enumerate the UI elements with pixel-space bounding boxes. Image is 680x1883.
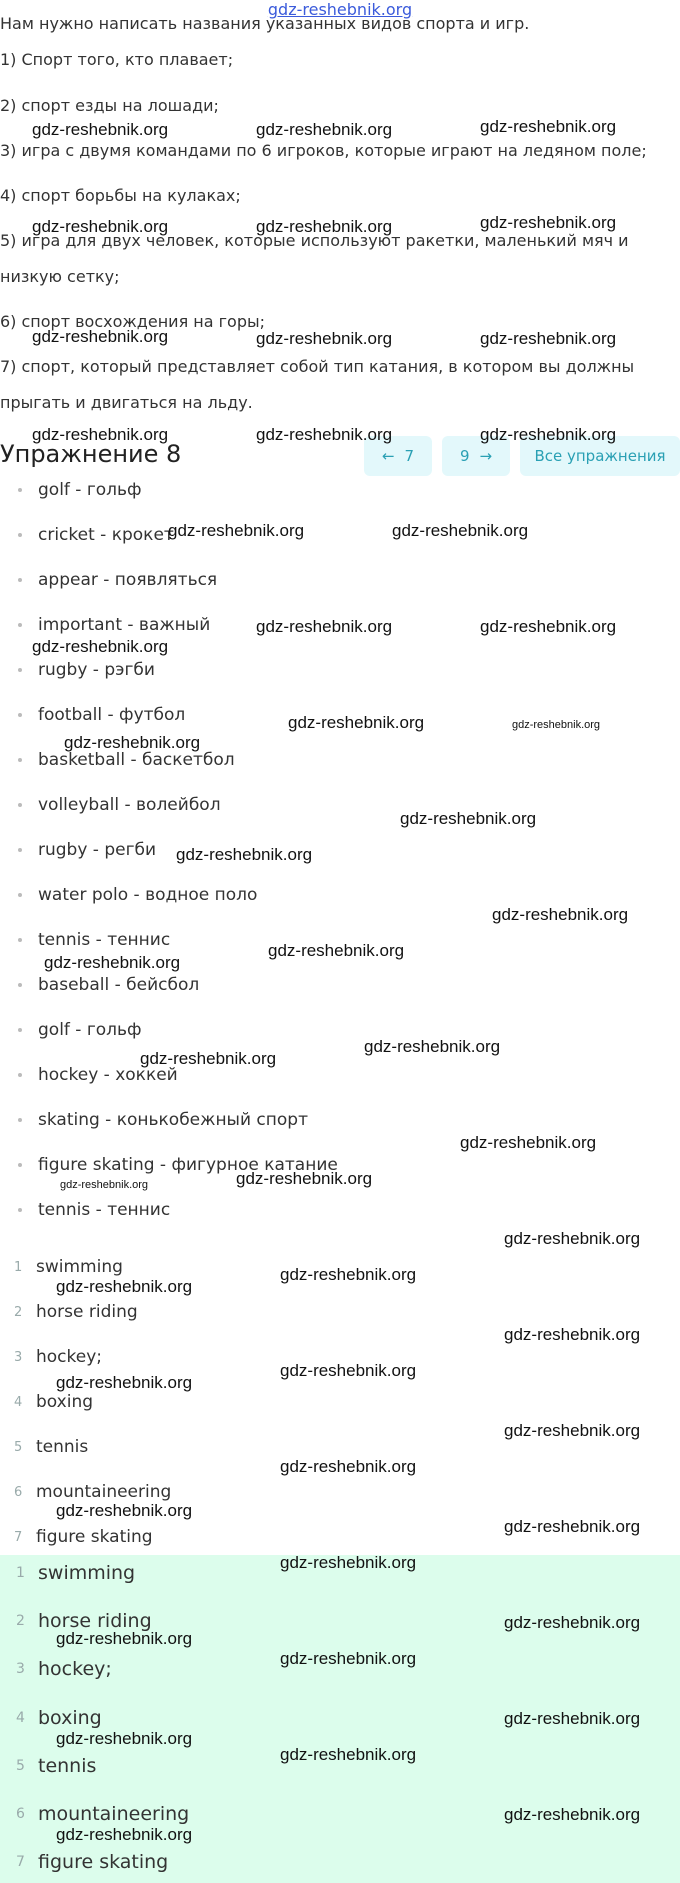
vocab-item (14, 795, 221, 815)
watermark: gdz-reshebnik.org (32, 217, 169, 236)
watermark: gdz-reshebnik.org (504, 1229, 641, 1248)
vocab-item (14, 930, 170, 950)
answer-item (14, 1482, 171, 1502)
final-answer-text: boxing (38, 1707, 102, 1729)
bullet-icon (18, 488, 22, 492)
watermark: gdz-reshebnik.org (140, 1049, 277, 1068)
intro-line: 3) игра с двумя командами по 6 игроков, которые играют на ледяном поле; (0, 141, 647, 160)
watermark: gdz-reshebnik.org (60, 1179, 149, 1191)
intro-line: низкую сетку; (0, 267, 120, 286)
answer-text: figure skating (36, 1527, 153, 1547)
intro-line: прыгать и двигаться на льду. (0, 393, 253, 412)
watermark: gdz-reshebnik.org (56, 1277, 193, 1296)
vocab-text: rugby - регби (38, 840, 157, 860)
bullet-icon (18, 1028, 22, 1032)
bullet-icon (18, 668, 22, 672)
answer-item (14, 1302, 138, 1322)
final-answer-number: 7 (16, 1854, 25, 1870)
vocab-text: basketball - баскетбол (38, 750, 235, 770)
bullet-icon (18, 1073, 22, 1077)
answer-number: 3 (14, 1349, 23, 1365)
final-answer-item (16, 1658, 112, 1680)
vocab-item (14, 885, 257, 905)
bullet-icon (18, 938, 22, 942)
watermark: gdz-reshebnik.org (480, 213, 617, 232)
answer-number: 7 (14, 1529, 23, 1545)
intro-line: 2) спорт езды на лошади; (0, 96, 219, 115)
answer-text: boxing (36, 1392, 94, 1412)
watermark: gdz-reshebnik.org (168, 521, 305, 540)
watermark: gdz-reshebnik.org (504, 1421, 641, 1440)
prev-exercise-label: 7 (404, 447, 415, 465)
vocab-text: football - футбол (38, 705, 186, 725)
watermark: gdz-reshebnik.org (400, 809, 537, 828)
final-answer-text: horse riding (38, 1610, 152, 1632)
watermark: gdz-reshebnik.org (32, 637, 169, 656)
watermark: gdz-reshebnik.org (56, 1729, 193, 1748)
intro-line: 4) спорт борьбы на кулаках; (0, 186, 241, 205)
bullet-icon (18, 1118, 22, 1122)
watermark: gdz-reshebnik.org (56, 1501, 193, 1520)
vocab-item (14, 1110, 308, 1130)
answer-number: 6 (14, 1484, 23, 1500)
watermark: gdz-reshebnik.org (504, 1517, 641, 1536)
vocab-text: tennis - теннис (38, 1200, 171, 1220)
vocab-item (14, 840, 156, 860)
watermark: gdz-reshebnik.org (280, 1553, 417, 1572)
answer-item (14, 1437, 88, 1457)
vocab-text: tennis - теннис (38, 930, 171, 950)
final-answer-number: 4 (16, 1710, 25, 1726)
bullet-icon (18, 713, 22, 717)
watermark: gdz-reshebnik.org (480, 617, 617, 636)
vocab-item (14, 570, 217, 590)
all-exercises-label: Все упражнения (534, 447, 666, 465)
watermark: gdz-reshebnik.org (44, 953, 181, 972)
answer-item (14, 1347, 102, 1367)
watermark: gdz-reshebnik.org (256, 217, 393, 236)
vocab-text: volleyball - волейбол (38, 795, 221, 815)
watermark: gdz-reshebnik.org (504, 1805, 641, 1824)
watermark: gdz-reshebnik.org (480, 425, 617, 444)
watermark: gdz-reshebnik.org (460, 1133, 597, 1152)
vocab-item (14, 705, 185, 725)
answer-text: horse riding (36, 1302, 138, 1322)
vocab-item (14, 750, 235, 770)
watermark: gdz-reshebnik.org (256, 120, 393, 139)
bullet-icon (18, 623, 22, 627)
intro-line: 7) спорт, который представляет собой тип катания, в котором вы должны (0, 357, 635, 376)
vocab-item (14, 660, 155, 680)
watermark: gdz-reshebnik.org (56, 1825, 193, 1844)
watermark: gdz-reshebnik.org (280, 1649, 417, 1668)
answer-text: tennis (36, 1437, 89, 1457)
vocab-text: golf - гольф (38, 480, 142, 500)
final-answer-text: tennis (38, 1755, 97, 1777)
watermark: gdz-reshebnik.org (236, 1169, 373, 1188)
intro-line: 6) спорт восхождения на горы; (0, 312, 266, 331)
answer-text: hockey; (36, 1347, 103, 1367)
bullet-icon (18, 893, 22, 897)
bullet-icon (18, 983, 22, 987)
exercise-title: Упражнение 8 (0, 440, 182, 468)
final-answer-item (16, 1803, 189, 1825)
vocab-item (14, 975, 199, 995)
watermark: gdz-reshebnik.org (504, 1325, 641, 1344)
vocab-text: important - важный (38, 615, 211, 635)
final-answer-number: 6 (16, 1806, 25, 1822)
bullet-icon (18, 848, 22, 852)
vocab-text: water polo - водное поло (38, 885, 258, 905)
final-answer-number: 3 (16, 1661, 25, 1677)
vocab-item (14, 1020, 142, 1040)
bullet-icon (18, 1163, 22, 1167)
arrow-right-icon: → (479, 447, 493, 465)
watermark: gdz-reshebnik.org (280, 1745, 417, 1764)
watermark: gdz-reshebnik.org (480, 117, 617, 136)
answer-text: swimming (36, 1257, 123, 1277)
final-answer-text: hockey; (38, 1658, 112, 1680)
watermark: gdz-reshebnik.org (280, 1361, 417, 1380)
vocab-text: figure skating - фигурное катание (38, 1155, 338, 1175)
watermark: gdz-reshebnik.org (492, 905, 629, 924)
final-answer-item (16, 1707, 102, 1729)
bullet-icon (18, 1208, 22, 1212)
vocab-item (14, 615, 210, 635)
answer-item (14, 1257, 123, 1277)
intro-line: Нам нужно написать названия указанных видов спорта и игр. (0, 14, 530, 33)
watermark: gdz-reshebnik.org (364, 1037, 501, 1056)
watermark: gdz-reshebnik.org (280, 1265, 417, 1284)
vocab-item (14, 1200, 170, 1220)
vocab-item (14, 525, 174, 545)
watermark: gdz-reshebnik.org (268, 941, 405, 960)
arrow-left-icon: ← (381, 447, 395, 465)
vocab-text: appear - появляться (38, 570, 218, 590)
intro-line: 1) Спорт того, кто плавает; (0, 50, 234, 69)
final-answer-number: 2 (16, 1613, 25, 1629)
site-link[interactable]: gdz-reshebnik.org (267, 0, 413, 19)
answer-number: 5 (14, 1439, 23, 1455)
watermark: gdz-reshebnik.org (512, 719, 601, 731)
watermark: gdz-reshebnik.org (32, 120, 169, 139)
final-answer-text: swimming (38, 1562, 136, 1584)
watermark: gdz-reshebnik.org (56, 1629, 193, 1648)
answer-item (14, 1527, 153, 1547)
vocab-text: baseball - бейсбол (38, 975, 200, 995)
final-answer-number: 1 (16, 1565, 25, 1581)
watermark: gdz-reshebnik.org (32, 425, 169, 444)
watermark: gdz-reshebnik.org (56, 1373, 193, 1392)
final-answer-text: figure skating (38, 1851, 169, 1873)
final-answer-item (16, 1851, 168, 1873)
vocab-item (14, 480, 142, 500)
vocab-text: skating - конькобежный спорт (38, 1110, 308, 1130)
vocab-text: cricket - крокет (38, 525, 174, 545)
answer-number: 4 (14, 1394, 23, 1410)
intro-line: 5) игра для двух человек, которые используют ракетки, маленький мяч и (0, 231, 629, 250)
watermark: gdz-reshebnik.org (392, 521, 529, 540)
watermark: gdz-reshebnik.org (32, 327, 169, 346)
watermark: gdz-reshebnik.org (504, 1709, 641, 1728)
next-exercise-label: 9 (459, 447, 470, 465)
final-answer-number: 5 (16, 1758, 25, 1774)
watermark: gdz-reshebnik.org (256, 425, 393, 444)
bullet-icon (18, 803, 22, 807)
vocab-text: rugby - рэгби (38, 660, 155, 680)
watermark: gdz-reshebnik.org (280, 1457, 417, 1476)
watermark: gdz-reshebnik.org (256, 617, 393, 636)
final-answer-item (16, 1755, 96, 1777)
watermark: gdz-reshebnik.org (504, 1613, 641, 1632)
bullet-icon (18, 533, 22, 537)
bullet-icon (18, 578, 22, 582)
vocab-text: golf - гольф (38, 1020, 142, 1040)
final-answer-text: mountaineering (38, 1803, 190, 1825)
bullet-icon (18, 758, 22, 762)
vocab-text: hockey - хоккей (38, 1065, 178, 1085)
watermark: gdz-reshebnik.org (480, 329, 617, 348)
answer-number: 1 (14, 1259, 23, 1275)
watermark: gdz-reshebnik.org (256, 329, 393, 348)
watermark: gdz-reshebnik.org (288, 713, 425, 732)
answer-text: mountaineering (36, 1482, 172, 1502)
watermark: gdz-reshebnik.org (64, 733, 201, 752)
watermark: gdz-reshebnik.org (176, 845, 313, 864)
final-answer-item (16, 1562, 135, 1584)
answer-number: 2 (14, 1304, 23, 1320)
answer-item (14, 1392, 93, 1412)
